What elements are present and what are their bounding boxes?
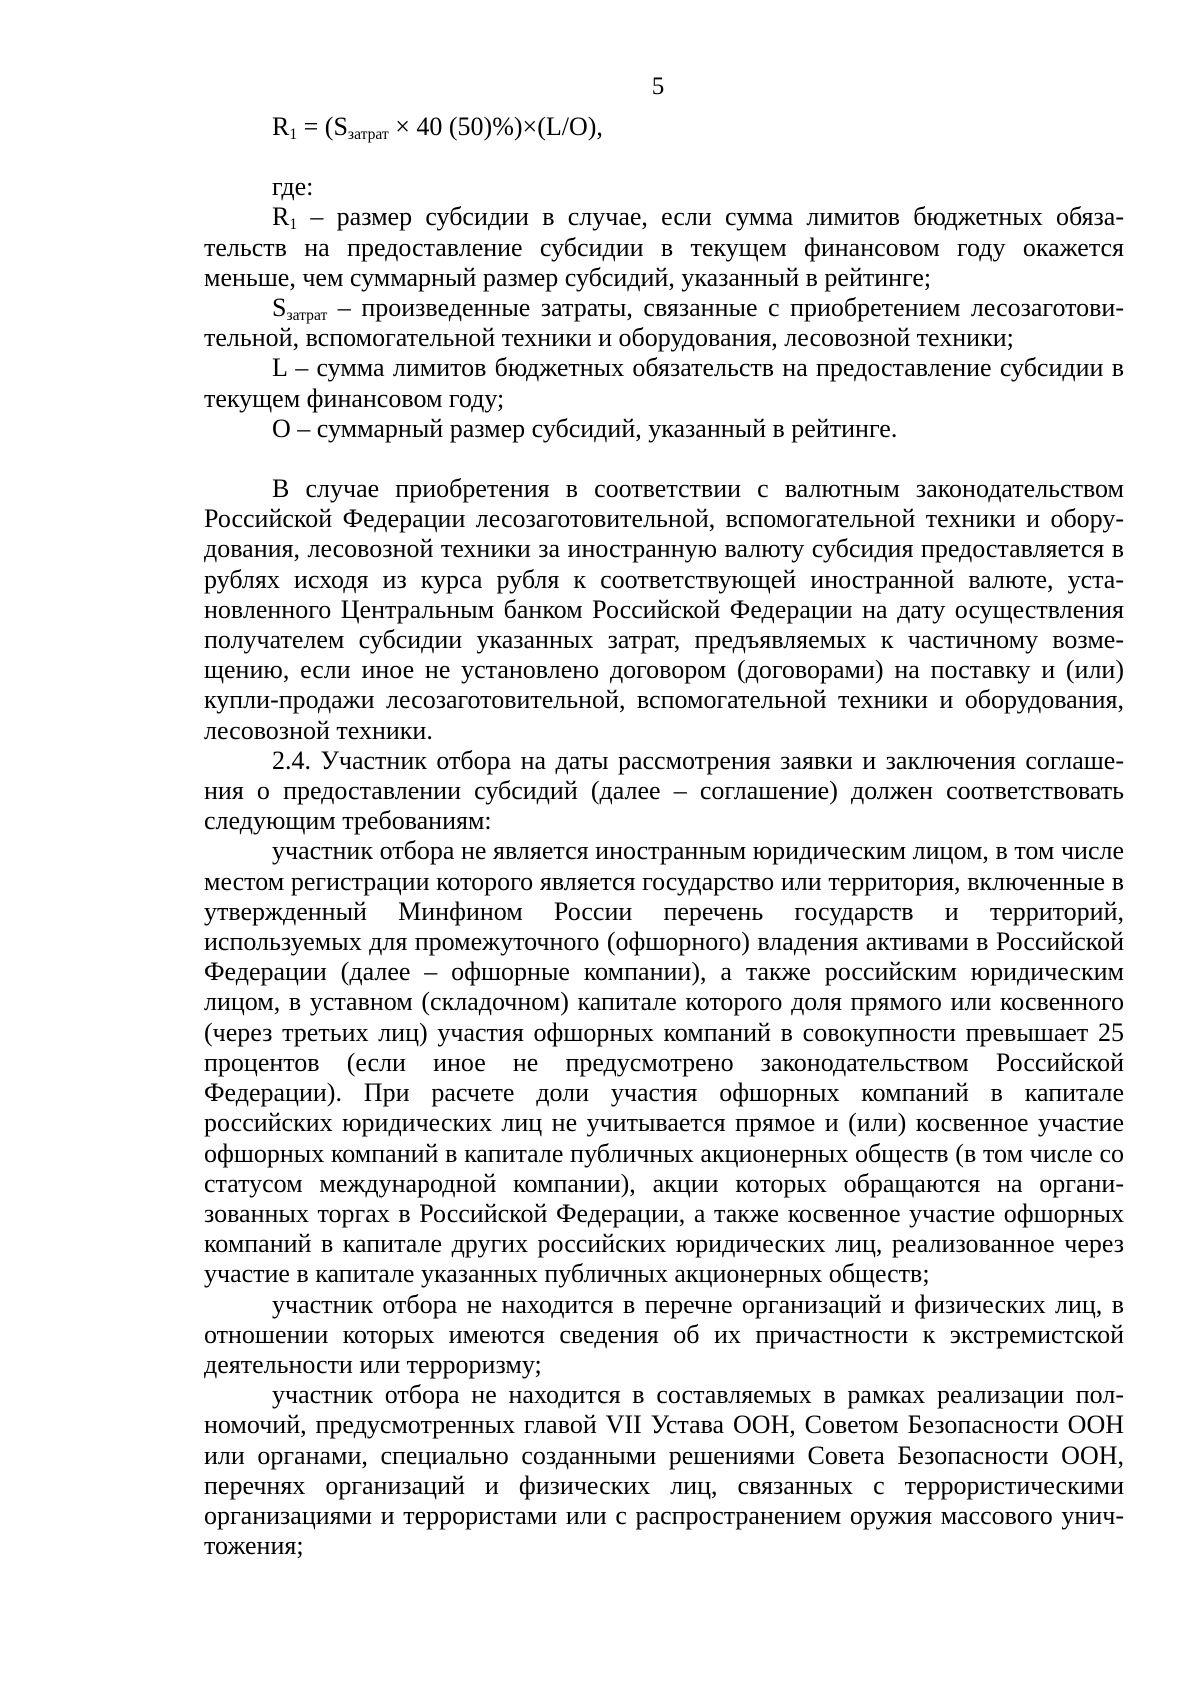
formula-part2: × 40 (50)%)×(L/O), bbox=[388, 112, 603, 141]
formula-r1 bbox=[272, 112, 1124, 142]
definition-text: – сумма лимитов бюджетных обязательств на предоставление субсидии в текущем финансовом году; bbox=[204, 353, 1124, 413]
paragraph-extremism: участник отбора не находится в перечне организаций и физических лиц, в отношении которых имеются сведения об их причастности к экстремистской деятельности или терроризму; bbox=[204, 1289, 1124, 1379]
where-label: где: bbox=[272, 172, 314, 202]
definition-var: S bbox=[272, 293, 287, 323]
definition-sub: затрат bbox=[286, 306, 328, 324]
formula-part1: = (S bbox=[297, 112, 348, 141]
definition-text: – размер субсидии в случае, если сумма лимитов бюджетных обязательств на предоставление субсидии в текущем финансовом году окажется меньше, чем суммарный размер субсидий, указанный в рейтинге; bbox=[204, 202, 1124, 292]
definition-l bbox=[204, 353, 1124, 413]
page-number: 5 bbox=[651, 73, 665, 100]
definition-o bbox=[204, 414, 1124, 444]
definition-var: R bbox=[272, 202, 290, 232]
definition-r1 bbox=[204, 202, 1124, 293]
formula-lhs-sub: 1 bbox=[289, 125, 298, 143]
definition-s-zatrat bbox=[204, 293, 1124, 353]
definition-text: – суммарный размер субсидий, указанный в рейтинге. bbox=[290, 413, 898, 443]
document-body bbox=[204, 112, 1124, 1561]
spacer bbox=[204, 142, 1124, 172]
formula-lhs-var: R bbox=[272, 112, 290, 141]
paragraph-un-lists: участник отбора не находится в составляемых в рамках реализации полномочий, предусмотренных главой VII Устава ООН, Советом Безопасности ООН или органами, специально созданными решениями Совета Безопасности ООН, перечнях организаций и физических лиц, связанных с террористическими организациями и террористами или с распространением оружия массового уничтожения; bbox=[204, 1380, 1124, 1561]
paragraph-2-4: 2.4. Участник отбора на даты рассмотрения заявки и заключения соглашения о предоставлении субсидий (далее – соглашение) должен соответствовать следующим требованиям: bbox=[204, 745, 1124, 836]
definition-text: – произведенные затраты, связанные с приобретением лесозаготовительной, вспомогательной техники и оборудования, лесовозной техники; bbox=[204, 293, 1124, 353]
definition-var: L bbox=[272, 353, 287, 383]
definition-var: O bbox=[272, 413, 291, 443]
formula-s-sub: затрат bbox=[347, 125, 389, 143]
paragraph-offshore: участник отбора не является иностранным юридическим лицом, в том числе местом регистрации которого является государство или территория, включенные в утвержденный Минфином России перечень государств и территорий, используемых для промежуточного (офшорного) владения активами в Российской Федерации (далее – офшорные компании), а также российским юридическим лицом, в уставном (складочном) капитале которого доля прямого или косвенного (через третьих лиц) участия офшорных компаний в совокупности превышает 25 процентов (если иное не предусмотрено законодательством Российской Федерации). При расчете доли участия офшорных компаний в капитале российских юридических лиц не учитывается прямое и (или) косвенное участие офшорных компаний в капитале публичных акционерных обществ (в том числе со статусом международной компании), акции которых обращаются на организованных торгах в Российской Федерации, а также косвенное участие офшорных компаний в капитале других российских юридических лиц, реализованное через участие в капитале указанных публичных акционерных обществ; bbox=[204, 836, 1124, 1289]
paragraph-currency: В случае приобретения в соответствии с валютным законодательством Российской Федерации лесозаготовительной, вспомогательной техники и оборудования, лесовозной техники за иностранную валюту субсидия предоставляется в рублях исходя из курса рубля к соответствующей иностранной валюте, установленного Центральным банком Российской Федерации на дату осуществления получателем субсидии указанных затрат, предъявляемых к частичному возмещению, если иное не установлено договором (договорами) на поставку и (или) купли-продажи лесозаготовительной, вспомогательной техники и оборудования, лесовозной техники. bbox=[204, 474, 1124, 745]
spacer bbox=[204, 444, 1124, 474]
definition-sub: 1 bbox=[289, 216, 298, 234]
